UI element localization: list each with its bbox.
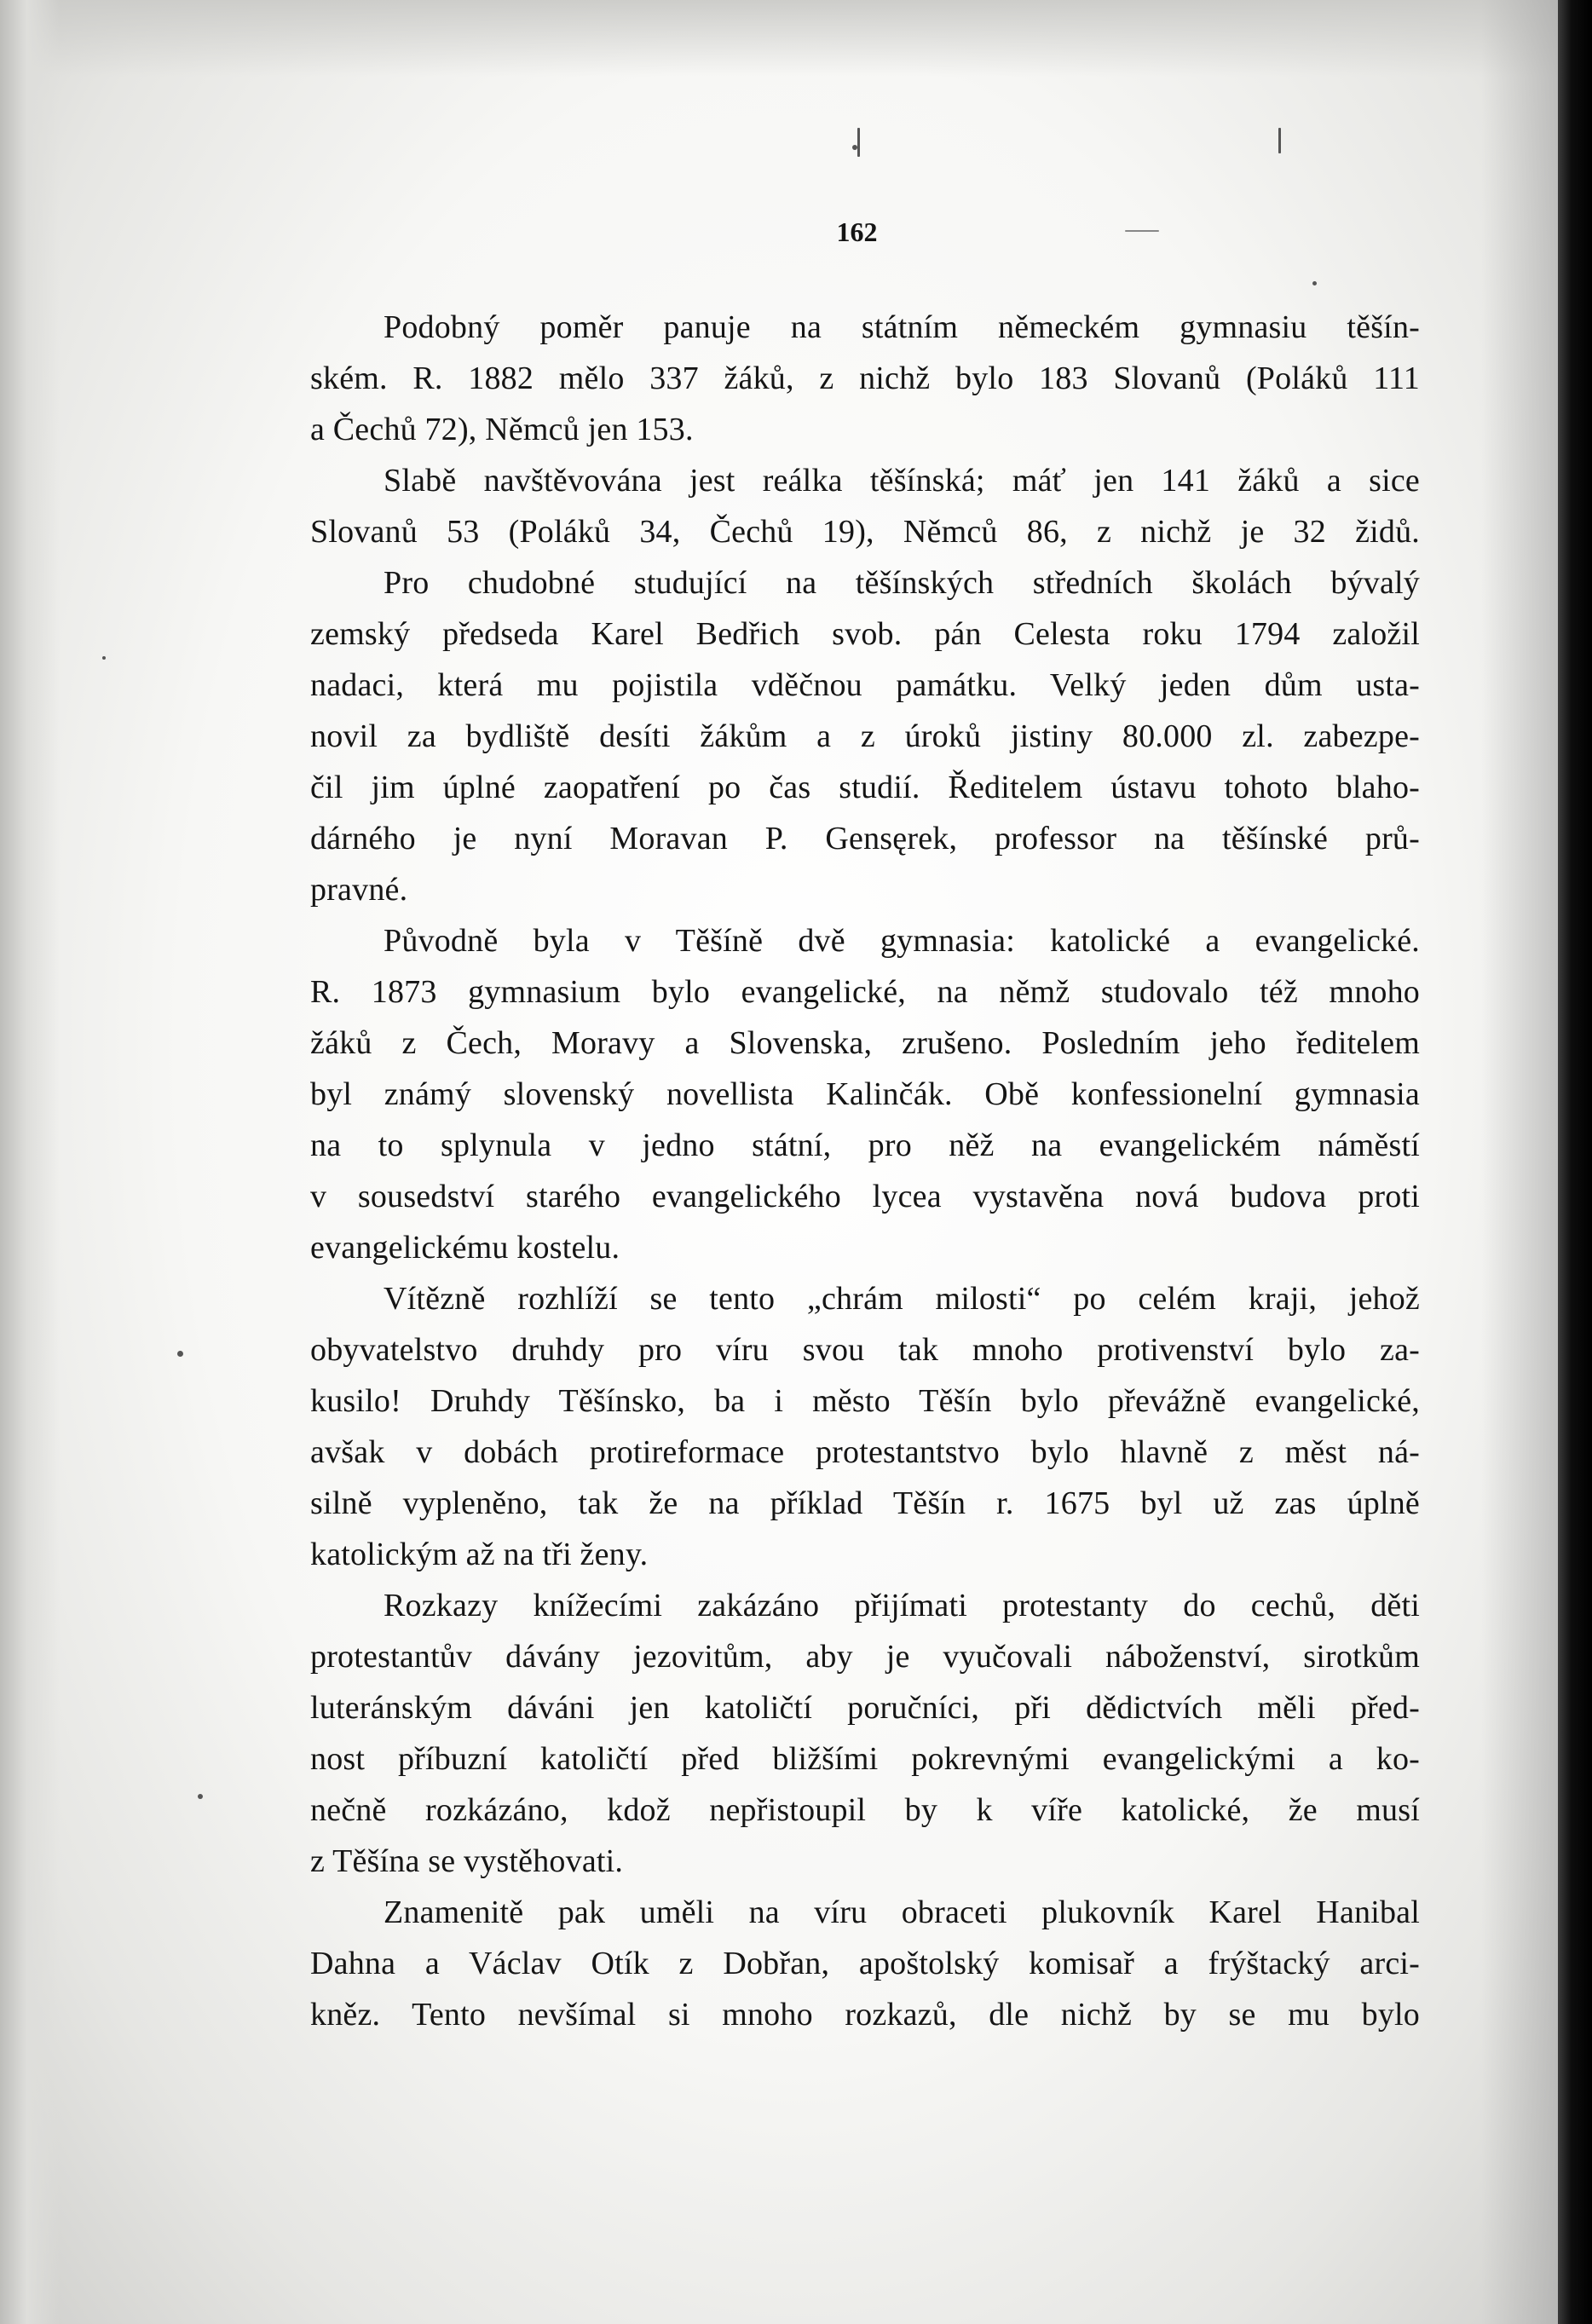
scan-speck [1278,128,1281,153]
text-line: kusilo! Druhdy Těšínsko, ba i město Těšín bylo převážně evangelické, [310,1383,1420,1419]
scan-speck [857,128,860,157]
scan-speck [198,1794,203,1799]
text-line: Vítězně rozhlíží se tento „chrám milosti“ po celém kraji, jehož [384,1281,1420,1317]
page-number: 162 [836,216,878,247]
text-line: luteránským dáváni jen katoličtí poručníci, při dědictvích měli před- [310,1690,1420,1726]
text-line: kněz. Tento nevšímal si mnoho rozkazů, dle nichž by se mu bylo [310,1997,1420,2033]
text-line: Slabě navštěvována jest reálka těšínská; máť jen 141 žáků a sice [384,463,1420,499]
text-line: Původně byla v Těšíně dvě gymnasia: katolické a evangelické. [384,923,1420,959]
text-line: z Těšína se vystěhovati. [310,1843,624,1879]
scan-shadow-right [1481,0,1558,2324]
scan-speck [102,656,106,660]
text-line: evangelickému kostelu. [310,1230,620,1266]
text-line: ském. R. 1882 mělo 337 žáků, z nichž bylo 183 Slovanů (Poláků 111 [310,360,1420,396]
text-line: Rozkazy knížecími zakázáno přijímati protestanty do cechů, děti [384,1588,1420,1623]
scan-speck [1312,281,1317,285]
text-line: nadaci, která mu pojistila vděčnou památku. Velký jeden dům usta- [310,667,1420,703]
text-line: novil za bydliště desíti žákům a z úroků jistiny 80.000 zl. zabezpe- [310,718,1420,754]
text-line: v sousedství starého evangelického lycea vystavěna nová budova proti [310,1179,1420,1214]
scan-shadow-left [0,0,60,2324]
text-line: žáků z Čech, Moravy a Slovenska, zrušeno. Posledním jeho ředitelem [310,1025,1420,1061]
text-line: silně vypleněno, tak že na příklad Těšín r. 1675 byl už zas úplně [310,1485,1420,1521]
text-line: Podobný poměr panuje na státním německém gymnasiu těšín- [384,309,1420,345]
text-line: na to splynula v jedno státní, pro něž na evangelickém náměstí [310,1127,1420,1163]
text-line: a Čechů 72), Němců jen 153. [310,412,694,447]
text-line: katolickým až na tři ženy. [310,1537,649,1572]
scan-speck [177,1351,183,1357]
text-line: nečně rozkázáno, kdož nepřistoupil by k víře katolické, že musí [310,1792,1420,1828]
text-line: Dahna a Václav Otík z Dobřan, apoštolský komisař a frýštacký arci- [310,1946,1420,1981]
text-line: dárného je nyní Moravan P. Gensęrek, professor na těšínské prů- [310,821,1420,856]
text-line: avšak v dobách protireformace protestantstvo bylo hlavně z měst ná- [310,1434,1420,1470]
text-line: R. 1873 gymnasium bylo evangelické, na němž studovalo též mnoho [310,974,1420,1010]
text-line: Pro chudobné studující na těšínských středních školách bývalý [384,565,1420,601]
text-line: nost příbuzní katoličtí před bližšími pokrevnými evangelickými a ko- [310,1741,1420,1777]
scan-shadow-top [0,0,1592,77]
text-line: obyvatelstvo druhdy pro víru svou tak mnoho protivenství bylo za- [310,1332,1420,1368]
text-line: Slovanů 53 (Poláků 34, Čechů 19), Němců 86, z nichž je 32 židů. [310,514,1420,550]
text-line: protestantův dávány jezovitům, aby je vyučovali náboženství, sirotkům [310,1639,1420,1675]
body-text [310,302,1420,2040]
text-line: Znamenitě pak uměli na víru obraceti plukovník Karel Hanibal [384,1894,1420,1930]
text-line: pravné. [310,872,408,908]
text-line: čil jim úplné zaopatření po čas studií. Ředitelem ústavu tohoto blaho- [310,770,1420,805]
scan-binding-edge [1558,0,1592,2324]
text-line: zemský předseda Karel Bedřich svob. pán Celesta roku 1794 založil [310,616,1420,652]
text-line: byl známý slovenský novellista Kalinčák. Obě konfessionelní gymnasia [310,1076,1420,1112]
